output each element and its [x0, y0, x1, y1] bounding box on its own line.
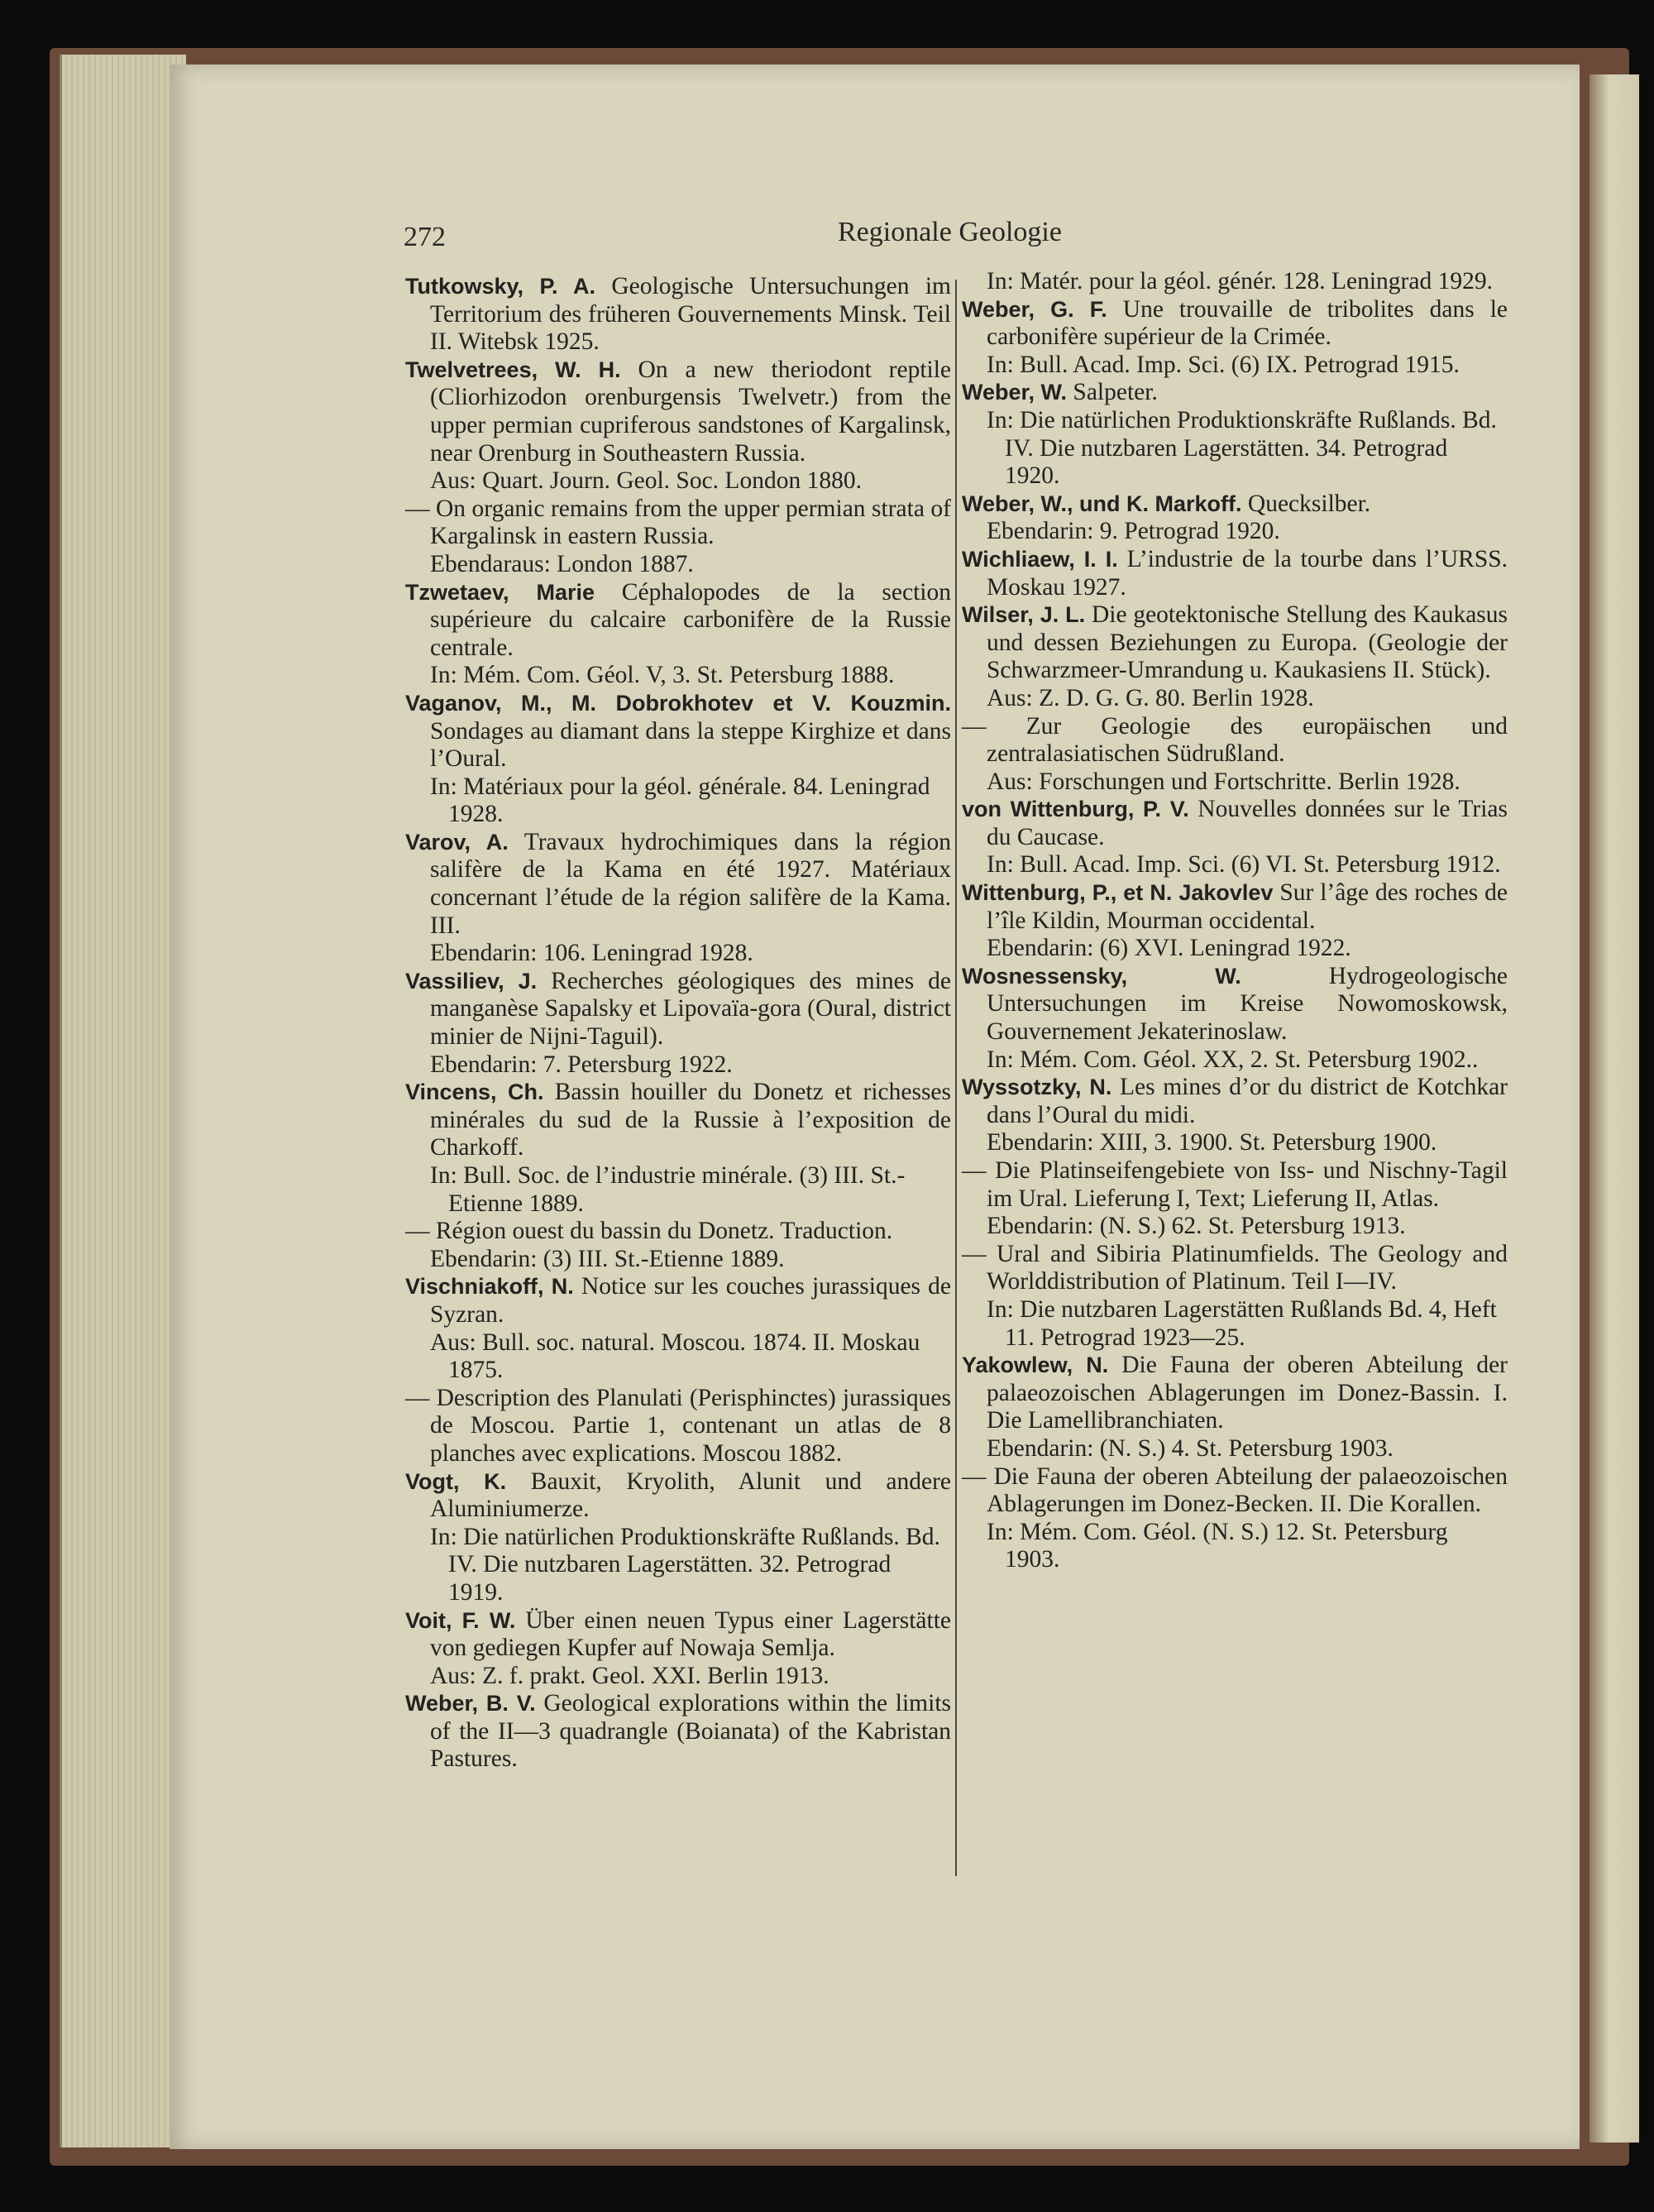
bibliography-entry [962, 296, 1508, 352]
bibliography-entry [405, 829, 951, 940]
entry-title: Bassin houiller du Donetz et richesses minérales du sud de la Russie à l’exposition de Charkoff. [430, 1079, 951, 1161]
source-line: Aus: Z. f. prakt. Geol. XXI. Berlin 1913. [430, 1662, 829, 1689]
bibliography-entry [405, 690, 951, 773]
entry-author: Vassiliev, J. [405, 968, 538, 993]
entry-title: — On organic remains from the upper permian strata of Kargalinsk in eastern Russia. [405, 495, 951, 550]
right-column [962, 268, 1508, 1574]
source-line: Aus: Forschungen und Fortschritte. Berlin 1928. [987, 768, 1460, 795]
bibliography-entry [405, 1385, 951, 1468]
entry-title: Bauxit, Kryolith, Alunit und andere Aluminiumerze. [430, 1467, 952, 1523]
entry-author: Vogt, K. [405, 1468, 507, 1494]
source-line: In: Mém. Com. Géol. (N. S.) 12. St. Petersburg 1903. [987, 1518, 1448, 1573]
bibliography-entry [405, 1273, 951, 1329]
bibliography-entry [962, 1463, 1508, 1519]
source-line: In: Bull. Soc. de l’industrie minérale. (3) III. St.-Etienne 1889. [430, 1162, 906, 1217]
source-line: In: Bull. Acad. Imp. Sci. (6) VI. St. Petersburg 1912. [987, 851, 1501, 879]
entry-author: Wichliaew, I. I. [962, 546, 1118, 572]
bibliography-entry [962, 379, 1508, 407]
entry-title: Sur l’âge des roches de l’île Kildin, Mourman occidental. [987, 879, 1508, 934]
bibliography-entry [405, 1690, 951, 1774]
source-line: In: Bull. Acad. Imp. Sci. (6) IX. Petrograd 1915. [987, 351, 1460, 378]
entry-title: Hydrogeologische Untersuchungen im Kreise Nowomoskowsk, Gouvernement Jekaterinoslaw. [987, 962, 1508, 1046]
bibliography-entry [962, 1074, 1508, 1129]
source-line: Aus: Quart. Journ. Geol. Soc. London 1880. [430, 467, 862, 495]
bibliography-entry [962, 879, 1508, 935]
entry-author: Vischniakoff, N. [405, 1274, 574, 1300]
entry-author: Vaganov, M., M. Dobrokhotev et V. Kouzmin. [405, 690, 951, 716]
column-divider [955, 280, 957, 1876]
bibliography-entry [962, 963, 1508, 1046]
bibliography-entry [405, 968, 951, 1051]
bibliography-entry [405, 1607, 951, 1663]
page-number: 272 [404, 222, 446, 252]
entry-author: Weber, W., und K. Markoff. [962, 491, 1242, 516]
source-line: In: Die natürlichen Produktionskräfte Rußlands. Bd. IV. Die nutzbaren Lagerstätten. 34. Petrograd 1920. [987, 406, 1497, 490]
page-header [404, 217, 1247, 266]
entry-title: L’industrie de la tourbe dans l’URSS. Moskau 1927. [987, 545, 1508, 601]
entry-title: Sondages au diamant dans la steppe Kirghize et dans l’Oural. [430, 717, 951, 773]
entry-title: Une trouvaille de tribolites dans le carbonifère supérieur de la Crimée. [987, 295, 1508, 351]
source-line: Ebendaraus: London 1887. [430, 550, 694, 577]
entry-title: Über einen neuen Typus einer Lagerstätte von gediegen Kupfer auf Nowaja Semlja. [430, 1606, 952, 1662]
entry-author: Weber, G. F. [962, 296, 1107, 322]
entry-title: Geological explorations within the limits of the II—3 quadrangle (Boianata) of the Kabristan Pastures. [430, 1690, 951, 1773]
entry-title: Notice sur les couches jurassiques de Syzran. [430, 1273, 952, 1328]
entry-author: Weber, B. V. [405, 1691, 536, 1716]
bibliography-entry [962, 546, 1508, 601]
entry-title: Die Fauna der oberen Abteilung der palaeozoischen Ablagerungen im Donez-Bassin. I. Die Lamellibranchiaten. [987, 1352, 1508, 1434]
adjacent-page-edge [1589, 74, 1639, 2143]
bibliography-entry [962, 1241, 1508, 1296]
source-line: In: Matériaux pour la géol. générale. 84. Leningrad 1928. [430, 773, 930, 828]
source-line: Ebendarin: (N. S.) 4. St. Petersburg 1903. [987, 1434, 1393, 1462]
source-line: Ebendarin: 9. Petrograd 1920. [987, 518, 1280, 545]
source-line: In: Mém. Com. Géol. V, 3. St. Petersburg 1888. [430, 662, 895, 689]
entry-title: On a new theriodont reptile (Cliorhizodon orenburgensis Twelvetr.) from the upper permian cupriferous sandstones of Kargalinsk, near Orenburg in Southeastern Russia. [430, 356, 952, 467]
bibliography-entry [962, 601, 1508, 685]
bibliography-entry [962, 1157, 1508, 1213]
entry-title: Salpeter. [1073, 379, 1158, 406]
entry-title: — Description des Planulati (Perisphinctes) jurassiques de Moscou. Partie 1, contenant un atlas de 8 planches avec explications. Moscou 1882. [405, 1384, 951, 1467]
bibliography-entry [405, 357, 951, 467]
entry-author: Wilser, J. L. [962, 602, 1086, 628]
entry-author: Vincens, Ch. [405, 1080, 544, 1105]
entry-author: Tzwetaev, Marie [405, 579, 595, 605]
entry-author: Twelvetrees, W. H. [405, 357, 621, 382]
entry-title: — Die Platinseifengebiete von Iss- und Nischny-Tagil im Ural. Lieferung I, Text; Lieferung II, Atlas. [962, 1157, 1508, 1212]
entry-title: Céphalopodes de la section supérieure du calcaire carbonifère de la Russie centrale. [430, 578, 951, 661]
entry-title: Geologische Untersuchungen im Territorium des früheren Gouvernements Minsk. Teil II. Witebsk 1925. [430, 273, 952, 356]
source-line: Ebendarin: (N. S.) 62. St. Petersburg 1913. [987, 1213, 1406, 1240]
bibliography-entry [962, 796, 1508, 851]
source-line: Aus: Z. D. G. G. 80. Berlin 1928. [987, 684, 1314, 711]
bibliography-entry [962, 491, 1508, 519]
entry-title: — Ural and Sibiria Platinumfields. The Geology and Worlddistribution of Platinum. Teil I—IV. [962, 1240, 1508, 1295]
source-line: In: Mém. Com. Géol. XX, 2. St. Petersburg 1902.. [987, 1046, 1479, 1073]
source-line: Aus: Bull. soc. natural. Moscou. 1874. II. Moskau 1875. [430, 1329, 920, 1384]
entry-title: — Die Fauna der oberen Abteilung der palaeozoischen Ablagerungen im Donez-Becken. II. Die Korallen. [962, 1463, 1508, 1518]
source-line: In: Die natürlichen Produktionskräfte Rußlands. Bd. IV. Die nutzbaren Lagerstätten. 32. Petrograd 1919. [430, 1523, 940, 1606]
entry-author: Wittenburg, P., et N. Jakovlev [962, 880, 1274, 906]
source-line: Ebendarin: (6) XVI. Leningrad 1922. [987, 935, 1351, 962]
entry-author: Tutkowsky, P. A. [405, 274, 596, 299]
source-line: Ebendarin: 106. Leningrad 1928. [430, 940, 753, 967]
entry-title: Die geotektonische Stellung des Kaukasus und dessen Beziehungen zu Europa. (Geologie der Schwarzmeer-Umrandung u. Kaukasiens II. Stück). [987, 601, 1508, 684]
bibliography-entry [962, 713, 1508, 768]
bibliography-entry [962, 1352, 1508, 1435]
bibliography-entry [405, 273, 951, 357]
left-column [405, 273, 951, 1774]
entry-title: — Région ouest du bassin du Donetz. Traduction. [405, 1218, 893, 1245]
entry-title: Recherches géologiques des mines de manganèse Sapalsky et Lipovaïa-gora (Oural, district minier de Nijni-Taguil). [430, 967, 952, 1051]
source-line: In: Die nutzbaren Lagerstätten Rußlands Bd. 4, Heft 11. Petrograd 1923—25. [987, 1295, 1497, 1351]
source-line: Ebendarin: (3) III. St.-Etienne 1889. [430, 1245, 785, 1272]
entry-title: Nouvelles données sur le Trias du Caucase. [987, 796, 1508, 850]
running-head: Regionale Geologie [838, 217, 1062, 247]
entry-author: Voit, F. W. [405, 1607, 516, 1633]
entry-title: — Zur Geologie des europäischen und zentralasiatischen Südrußland. [962, 712, 1508, 768]
source-line: Ebendarin: 7. Petersburg 1922. [430, 1051, 733, 1078]
entry-title: Quecksilber. [1247, 490, 1371, 517]
entry-author: von Wittenburg, P. V. [962, 797, 1189, 822]
entry-author: Varov, A. [405, 829, 509, 855]
source-line: In: Matér. pour la géol. génér. 128. Leningrad 1929. [987, 268, 1493, 294]
entry-author: Wyssotzky, N. [962, 1075, 1112, 1100]
bibliography-entry [405, 1218, 951, 1246]
entry-author: Wosnessensky, W. [962, 963, 1241, 989]
bibliography-entry [405, 496, 951, 551]
bibliography-entry [405, 579, 951, 663]
bibliography-entry [405, 1468, 951, 1524]
bibliography-entry [405, 1079, 951, 1162]
entry-author: Weber, W. [962, 380, 1068, 405]
source-line: Ebendarin: XIII, 3. 1900. St. Petersburg 1900. [987, 1129, 1437, 1156]
entry-title: Travaux hydrochimiques dans la région salifère de la Kama en été 1927. Matériaux concernant l’étude de la région salifère de la Kama. III. [430, 828, 951, 939]
entry-title: Les mines d’or du district de Kotchkar dans l’Oural du midi. [987, 1074, 1508, 1128]
entry-author: Yakowlew, N. [962, 1353, 1109, 1378]
page-edges [60, 55, 186, 2147]
